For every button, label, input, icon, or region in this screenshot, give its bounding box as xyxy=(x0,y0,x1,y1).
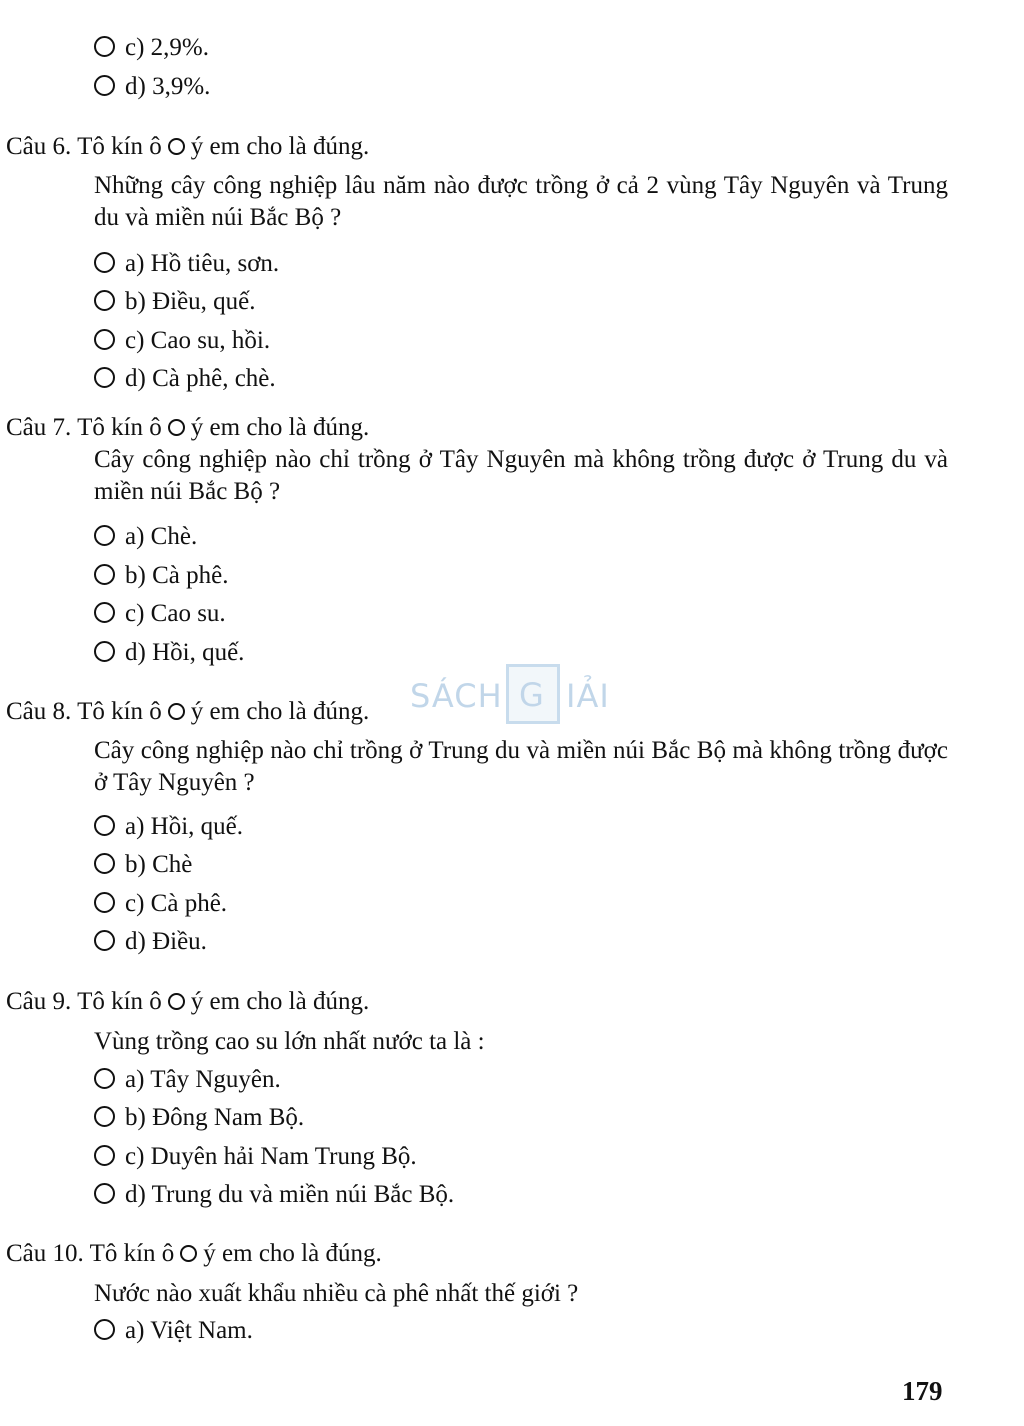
option-label: d) Trung du và miền núi Bắc Bộ. xyxy=(125,1181,455,1208)
radio-circle-icon[interactable] xyxy=(94,815,115,836)
watermark-text-right: IẢI xyxy=(566,677,610,715)
radio-circle-icon[interactable] xyxy=(94,525,115,546)
circle-icon xyxy=(168,138,185,155)
option-label: b) Đông Nam Bộ. xyxy=(125,1104,305,1131)
option-label: b) Điều, quế. xyxy=(125,288,256,315)
option-item[interactable] xyxy=(94,889,227,919)
radio-circle-icon[interactable] xyxy=(94,602,115,623)
radio-circle-icon[interactable] xyxy=(94,329,115,350)
option-item[interactable] xyxy=(94,561,228,591)
option-item[interactable] xyxy=(94,249,279,279)
watermark-logo xyxy=(410,664,620,726)
radio-circle-icon[interactable] xyxy=(94,930,115,951)
option-label: c) Cao su. xyxy=(125,600,226,627)
question-heading xyxy=(6,697,369,727)
option-label: c) 2,9%. xyxy=(125,34,209,61)
option-label: a) Hồi, quế. xyxy=(125,813,244,840)
radio-circle-icon[interactable] xyxy=(94,1145,115,1166)
question-heading-prefix: Câu 7. Tô kín ô xyxy=(6,414,162,441)
option-label: d) Cà phê, chè. xyxy=(125,365,276,392)
question-heading-prefix: Câu 9. Tô kín ô xyxy=(6,988,162,1015)
circle-icon xyxy=(180,1245,197,1262)
option-item[interactable] xyxy=(94,326,270,356)
option-item[interactable] xyxy=(94,638,244,668)
circle-icon xyxy=(168,419,185,436)
circle-icon xyxy=(168,993,185,1010)
radio-circle-icon[interactable] xyxy=(94,564,115,585)
question-heading-suffix: ý em cho là đúng. xyxy=(203,1240,382,1267)
radio-circle-icon[interactable] xyxy=(94,367,115,388)
option-item[interactable] xyxy=(94,522,197,552)
radio-circle-icon[interactable] xyxy=(94,252,115,273)
question-text: Những cây công nghiệp lâu năm nào được trồng ở cả 2 vùng Tây Nguyên và Trung du và miền núi Bắc Bộ ? xyxy=(94,172,948,231)
question-heading-suffix: ý em cho là đúng. xyxy=(190,698,370,725)
question-heading-prefix: Câu 10. Tô kín ô xyxy=(6,1240,175,1267)
watermark-box xyxy=(506,664,560,724)
option-label: a) Việt Nam. xyxy=(125,1317,253,1344)
option-label: d) Điều. xyxy=(125,928,207,955)
option-item[interactable] xyxy=(94,850,192,880)
option-item[interactable] xyxy=(94,364,276,394)
option-item[interactable] xyxy=(94,33,209,63)
option-item[interactable] xyxy=(94,1142,417,1172)
question-heading xyxy=(6,132,369,162)
option-label: c) Cà phê. xyxy=(125,890,228,917)
option-label: b) Chè xyxy=(125,851,193,878)
radio-circle-icon[interactable] xyxy=(94,1319,115,1340)
page-number: 179 xyxy=(902,1376,943,1406)
option-item[interactable] xyxy=(94,927,207,957)
radio-circle-icon[interactable] xyxy=(94,641,115,662)
question-heading-prefix: Câu 8. Tô kín ô xyxy=(6,698,162,725)
option-label: d) 3,9%. xyxy=(125,73,211,100)
option-item[interactable] xyxy=(94,1103,304,1133)
option-label: c) Duyên hải Nam Trung Bộ. xyxy=(125,1143,417,1170)
option-label: c) Cao su, hồi. xyxy=(125,327,271,354)
question-heading-suffix: ý em cho là đúng. xyxy=(190,133,370,160)
radio-circle-icon[interactable] xyxy=(94,853,115,874)
option-label: b) Cà phê. xyxy=(125,562,229,589)
watermark-text-left: SÁCH xyxy=(410,677,503,715)
option-item[interactable] xyxy=(94,1180,454,1210)
option-label: a) Chè. xyxy=(125,523,198,550)
option-item[interactable] xyxy=(94,72,210,102)
radio-circle-icon[interactable] xyxy=(94,1068,115,1089)
radio-circle-icon[interactable] xyxy=(94,1183,115,1204)
option-label: a) Tây Nguyên. xyxy=(125,1066,281,1093)
question-text: Nước nào xuất khẩu nhiều cà phê nhất thế giới ? xyxy=(94,1280,579,1307)
option-item[interactable] xyxy=(94,287,256,317)
radio-circle-icon[interactable] xyxy=(94,75,115,96)
option-item[interactable] xyxy=(94,1316,253,1346)
radio-circle-icon[interactable] xyxy=(94,1106,115,1127)
question-heading xyxy=(6,1239,382,1269)
question-heading xyxy=(6,987,369,1017)
option-item[interactable] xyxy=(94,1065,281,1095)
question-heading-suffix: ý em cho là đúng. xyxy=(190,988,370,1015)
option-label: d) Hồi, quế. xyxy=(125,639,245,666)
option-item[interactable] xyxy=(94,599,226,629)
option-label: a) Hồ tiêu, sơn. xyxy=(125,250,280,277)
question-text: Vùng trồng cao su lớn nhất nước ta là : xyxy=(94,1028,485,1055)
circle-icon xyxy=(168,703,185,720)
question-heading xyxy=(6,413,369,443)
option-item[interactable] xyxy=(94,812,243,842)
radio-circle-icon[interactable] xyxy=(94,36,115,57)
question-heading-prefix: Câu 6. Tô kín ô xyxy=(6,133,162,160)
radio-circle-icon[interactable] xyxy=(94,892,115,913)
question-text: Cây công nghiệp nào chỉ trồng ở Tây Nguyên mà không trồng được ở Trung du và miền núi Bắc Bộ ? xyxy=(94,446,948,505)
watermark-box-letter: G xyxy=(519,676,545,714)
question-heading-suffix: ý em cho là đúng. xyxy=(190,414,370,441)
question-text: Cây công nghiệp nào chỉ trồng ở Trung du và miền núi Bắc Bộ mà không trồng được ở Tây Nguyên ? xyxy=(94,737,948,796)
radio-circle-icon[interactable] xyxy=(94,290,115,311)
